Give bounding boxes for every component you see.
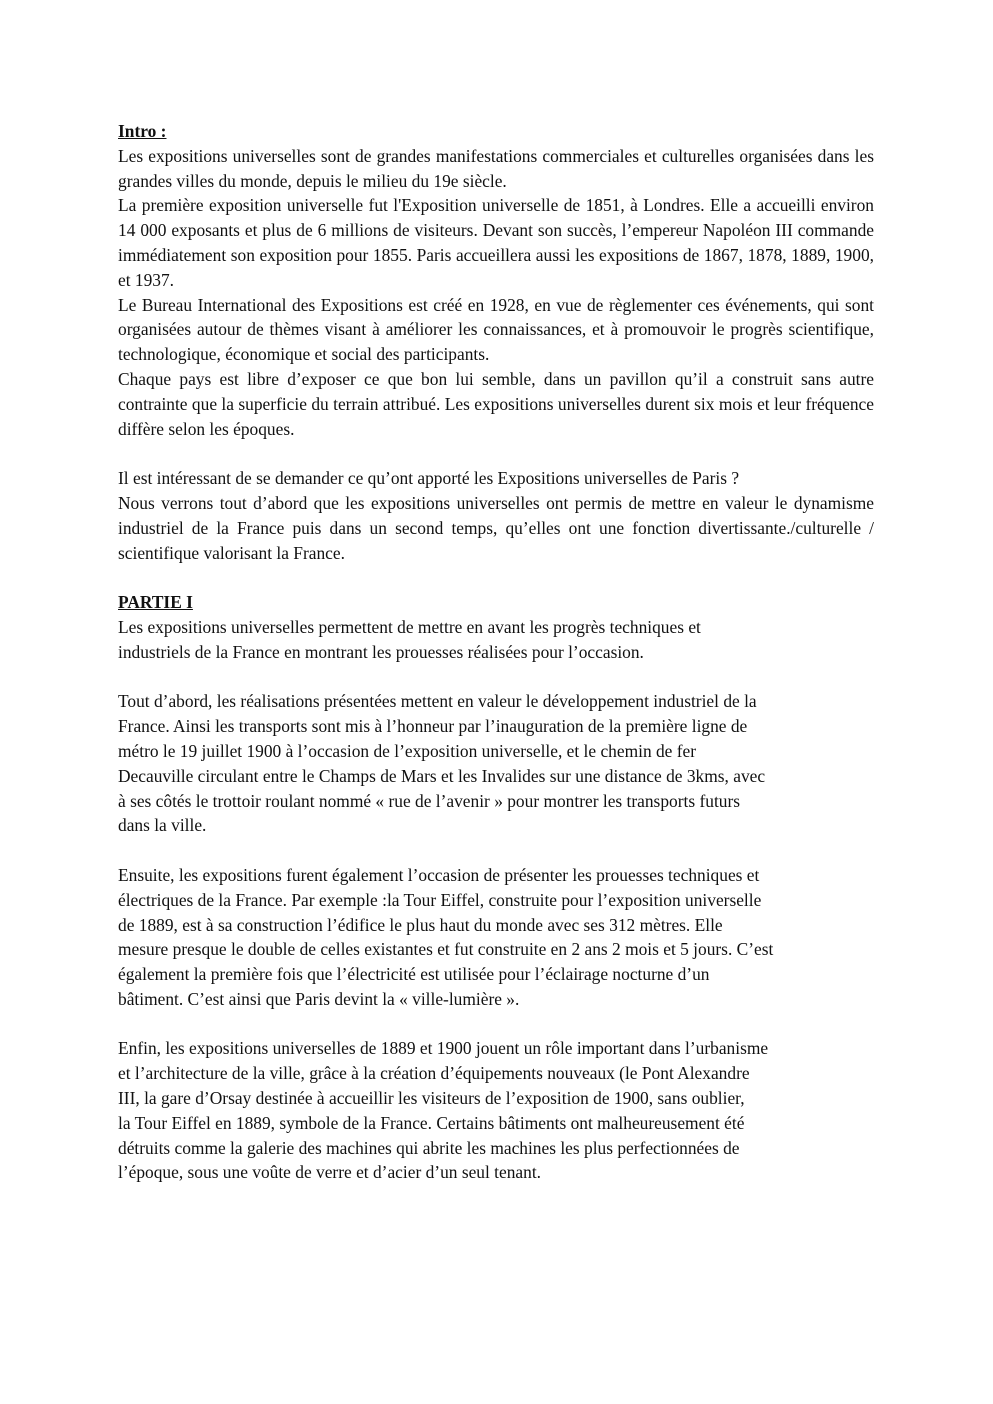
text-line: Decauville circulant entre le Champs de Mars et les Invalides sur une distance de 3kms, avec	[118, 765, 766, 786]
problematique-question: Il est intéressant de se demander ce qu’ont apporté les Expositions universelles de Paris ?	[118, 468, 740, 489]
text-line: électriques de la France. Par exemple :la Tour Eiffel, construite pour l’exposition universelle	[118, 889, 762, 910]
partie-1-paragraph-transports	[118, 689, 874, 838]
text-line: métro le 19 juillet 1900 à l’occasion de l’exposition universelle, et le chemin de fer	[118, 740, 697, 761]
partie-1-intro	[118, 615, 874, 665]
text-line: et l’architecture de la ville, grâce à la création d’équipements nouveaux (le Pont Alexandre	[118, 1063, 750, 1084]
spacer	[118, 565, 874, 590]
spacer	[118, 665, 874, 690]
intro-paragraph-4: Chaque pays est libre d’exposer ce que bon lui semble, dans un pavillon qu’il a construit sans autre contrainte que la superficie du terrain attribué. Les expositions universelles durent six mois et leur fréquence diffère selon les époques.	[118, 368, 874, 439]
text-line: Les expositions universelles permettent de mettre en avant les progrès techniques et	[118, 616, 701, 637]
text-line: bâtiment. C’est ainsi que Paris devint la « ville-lumière ».	[118, 988, 520, 1009]
text-line: détruits comme la galerie des machines qui abrite les machines les plus perfectionnées de	[118, 1137, 740, 1158]
intro-paragraph-3: Le Bureau International des Expositions est créé en 1928, en vue de règlementer ces événements, qui sont organisées autour de thèmes visant à améliorer les connaissances, et à promouvoir le progrès scientifique, technologique, économique et social des participants.	[118, 294, 874, 365]
intro-paragraph-2: La première exposition universelle fut l'Exposition universelle de 1851, à Londres. Elle a accueilli environ 14 000 exposants et plus de 6 millions de visiteurs. Devant son succès, l’empereur Napoléon III commande immédiatement son exposition pour 1855. Paris accueillera aussi les expositions de 1867, 1878, 1889, 1900, et 1937.	[118, 195, 874, 290]
text-line: III, la gare d’Orsay destinée à accueillir les visiteurs de l’exposition de 1900, sans oublier,	[118, 1088, 745, 1109]
text-line: à ses côtés le trottoir roulant nommé « rue de l’avenir » pour montrer les transports futurs	[118, 790, 741, 811]
text-line: de 1889, est à sa construction l’édifice le plus haut du monde avec ses 312 mètres. Elle	[118, 914, 723, 935]
text-line: industriels de la France en montrant les prouesses réalisées pour l’occasion.	[118, 641, 644, 662]
spacer	[118, 838, 874, 863]
text-line: mesure presque le double de celles existantes et fut construite en 2 ans 2 mois et 5 jours. C’est	[118, 939, 774, 960]
text-line: Tout d’abord, les réalisations présentées mettent en valeur le développement industriel de la	[118, 691, 757, 712]
text-line: Enfin, les expositions universelles de 1889 et 1900 jouent un rôle important dans l’urbanisme	[118, 1038, 769, 1059]
intro-heading: Intro :	[118, 121, 167, 141]
partie-1-heading: PARTIE I	[118, 592, 193, 613]
partie-1-paragraph-urbanisme	[118, 1036, 874, 1185]
text-line: dans la ville.	[118, 815, 207, 836]
partie-1-paragraph-tour-eiffel	[118, 863, 874, 1012]
text-line: la Tour Eiffel en 1889, symbole de la France. Certains bâtiments ont malheureusement été	[118, 1112, 745, 1133]
intro-paragraph-1: Les expositions universelles sont de grandes manifestations commerciales et culturelles organisées dans les grandes villes du monde, depuis le milieu du 19e siècle.	[118, 145, 874, 191]
text-line: Ensuite, les expositions furent également l’occasion de présenter les prouesses techniques et	[118, 864, 760, 885]
document-page	[118, 119, 874, 1185]
text-line: France. Ainsi les transports sont mis à l’honneur par l’inauguration de la première ligne de	[118, 716, 748, 737]
text-line: également la première fois que l’électricité est utilisée pour l’éclairage nocturne d’un	[118, 964, 710, 985]
spacer	[118, 1012, 874, 1037]
text-line: l’époque, sous une voûte de verre et d’acier d’un seul tenant.	[118, 1162, 542, 1183]
problematique-plan: Nous verrons tout d’abord que les expositions universelles ont permis de mettre en valeur le dynamisme industriel de la France puis dans un second temps, qu’elles ont une fonction divertissante./culturelle / scientifique valorisant la France.	[118, 492, 874, 563]
spacer	[118, 441, 874, 466]
